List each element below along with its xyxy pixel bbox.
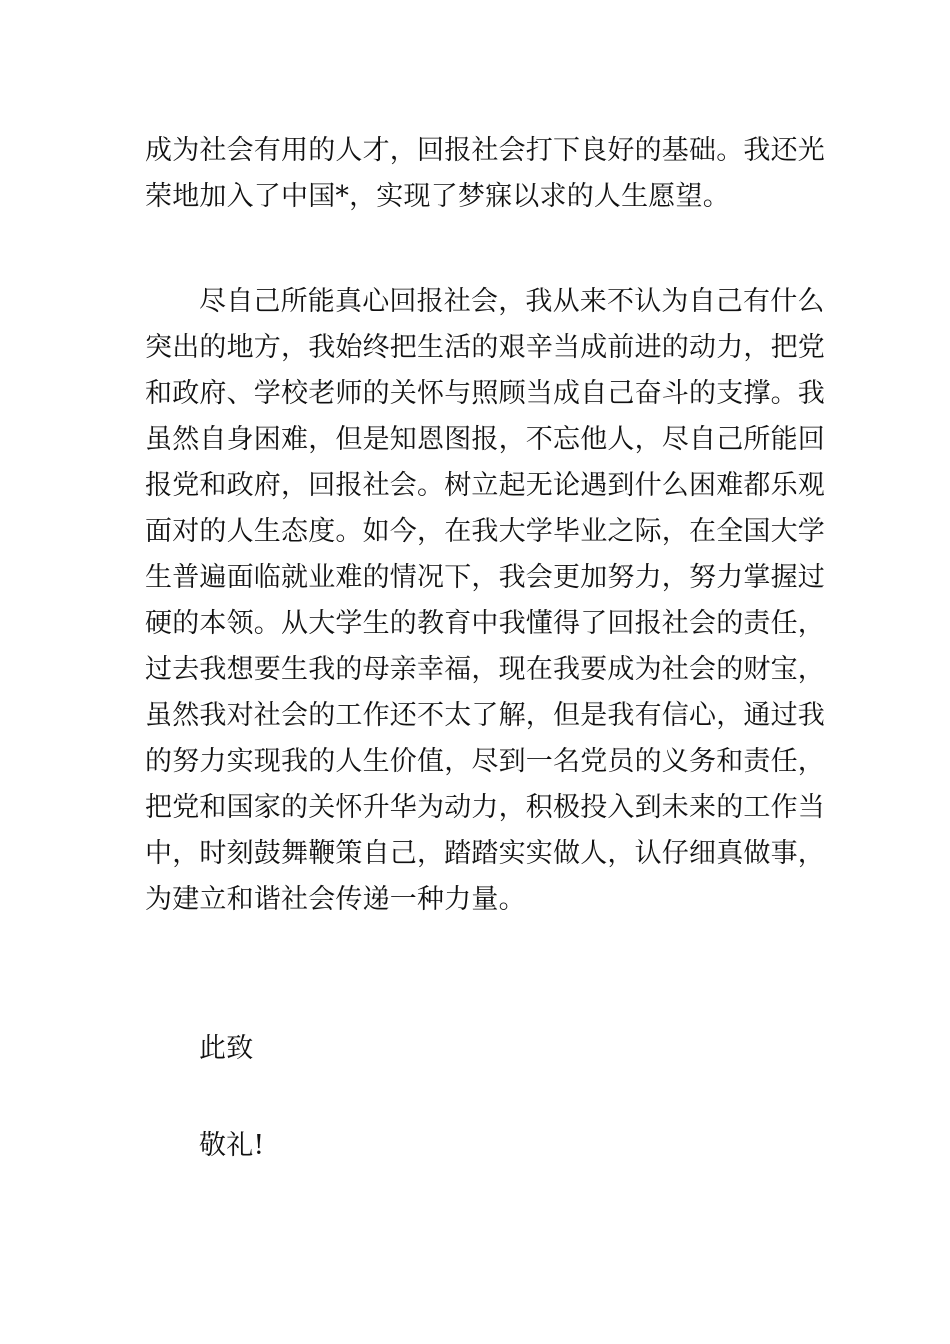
text-line: 虽然我对社会的工作还不太了解，但是我有信心，通过我 [145,700,825,731]
text-line: 生普遍面临就业难的情况下，我会更加努力，努力掌握过 [145,562,825,593]
text-line: 的努力实现我的人生价值，尽到一名党员的义务和责任， [145,746,825,777]
text-line: 过去我想要生我的母亲幸福，现在我要成为社会的财宝， [145,654,825,685]
paragraph-1 [145,128,825,220]
closing-text: 此致 [199,1033,254,1064]
text-line: 成为社会有用的人才，回报社会打下良好的基础。我还光 [145,135,825,166]
text-line: 为建立和谐社会传递一种力量。 [145,884,526,915]
text-line: 突出的地方，我始终把生活的艰辛当成前进的动力，把党 [145,332,825,363]
text-line: 虽然自身困难，但是知恩图报，不忘他人，尽自己所能回 [145,424,825,455]
text-line: 和政府、学校老师的关怀与照顾当成自己奋斗的支撑。我 [145,378,825,409]
closing-text: 敬礼! [199,1130,265,1161]
text-line: 尽自己所能真心回报社会，我从来不认为自己有什么 [199,286,825,317]
text-line: 荣地加入了中国*，实现了梦寐以求的人生愿望。 [145,181,730,212]
text-line: 报党和政府，回报社会。树立起无论遇到什么困难都乐观 [145,470,825,501]
closing-salutation [145,1026,825,1072]
text-line: 把党和国家的关怀升华为动力，积极投入到未来的工作当 [145,792,825,823]
paragraph-2 [145,279,825,923]
text-line: 面对的人生态度。如今，在我大学毕业之际，在全国大学 [145,516,825,547]
text-line: 硬的本领。从大学生的教育中我懂得了回报社会的责任， [145,608,825,639]
text-line: 中，时刻鼓舞鞭策自己，踏踏实实做人，认仔细真做事， [145,838,825,869]
closing-regards [145,1123,825,1169]
